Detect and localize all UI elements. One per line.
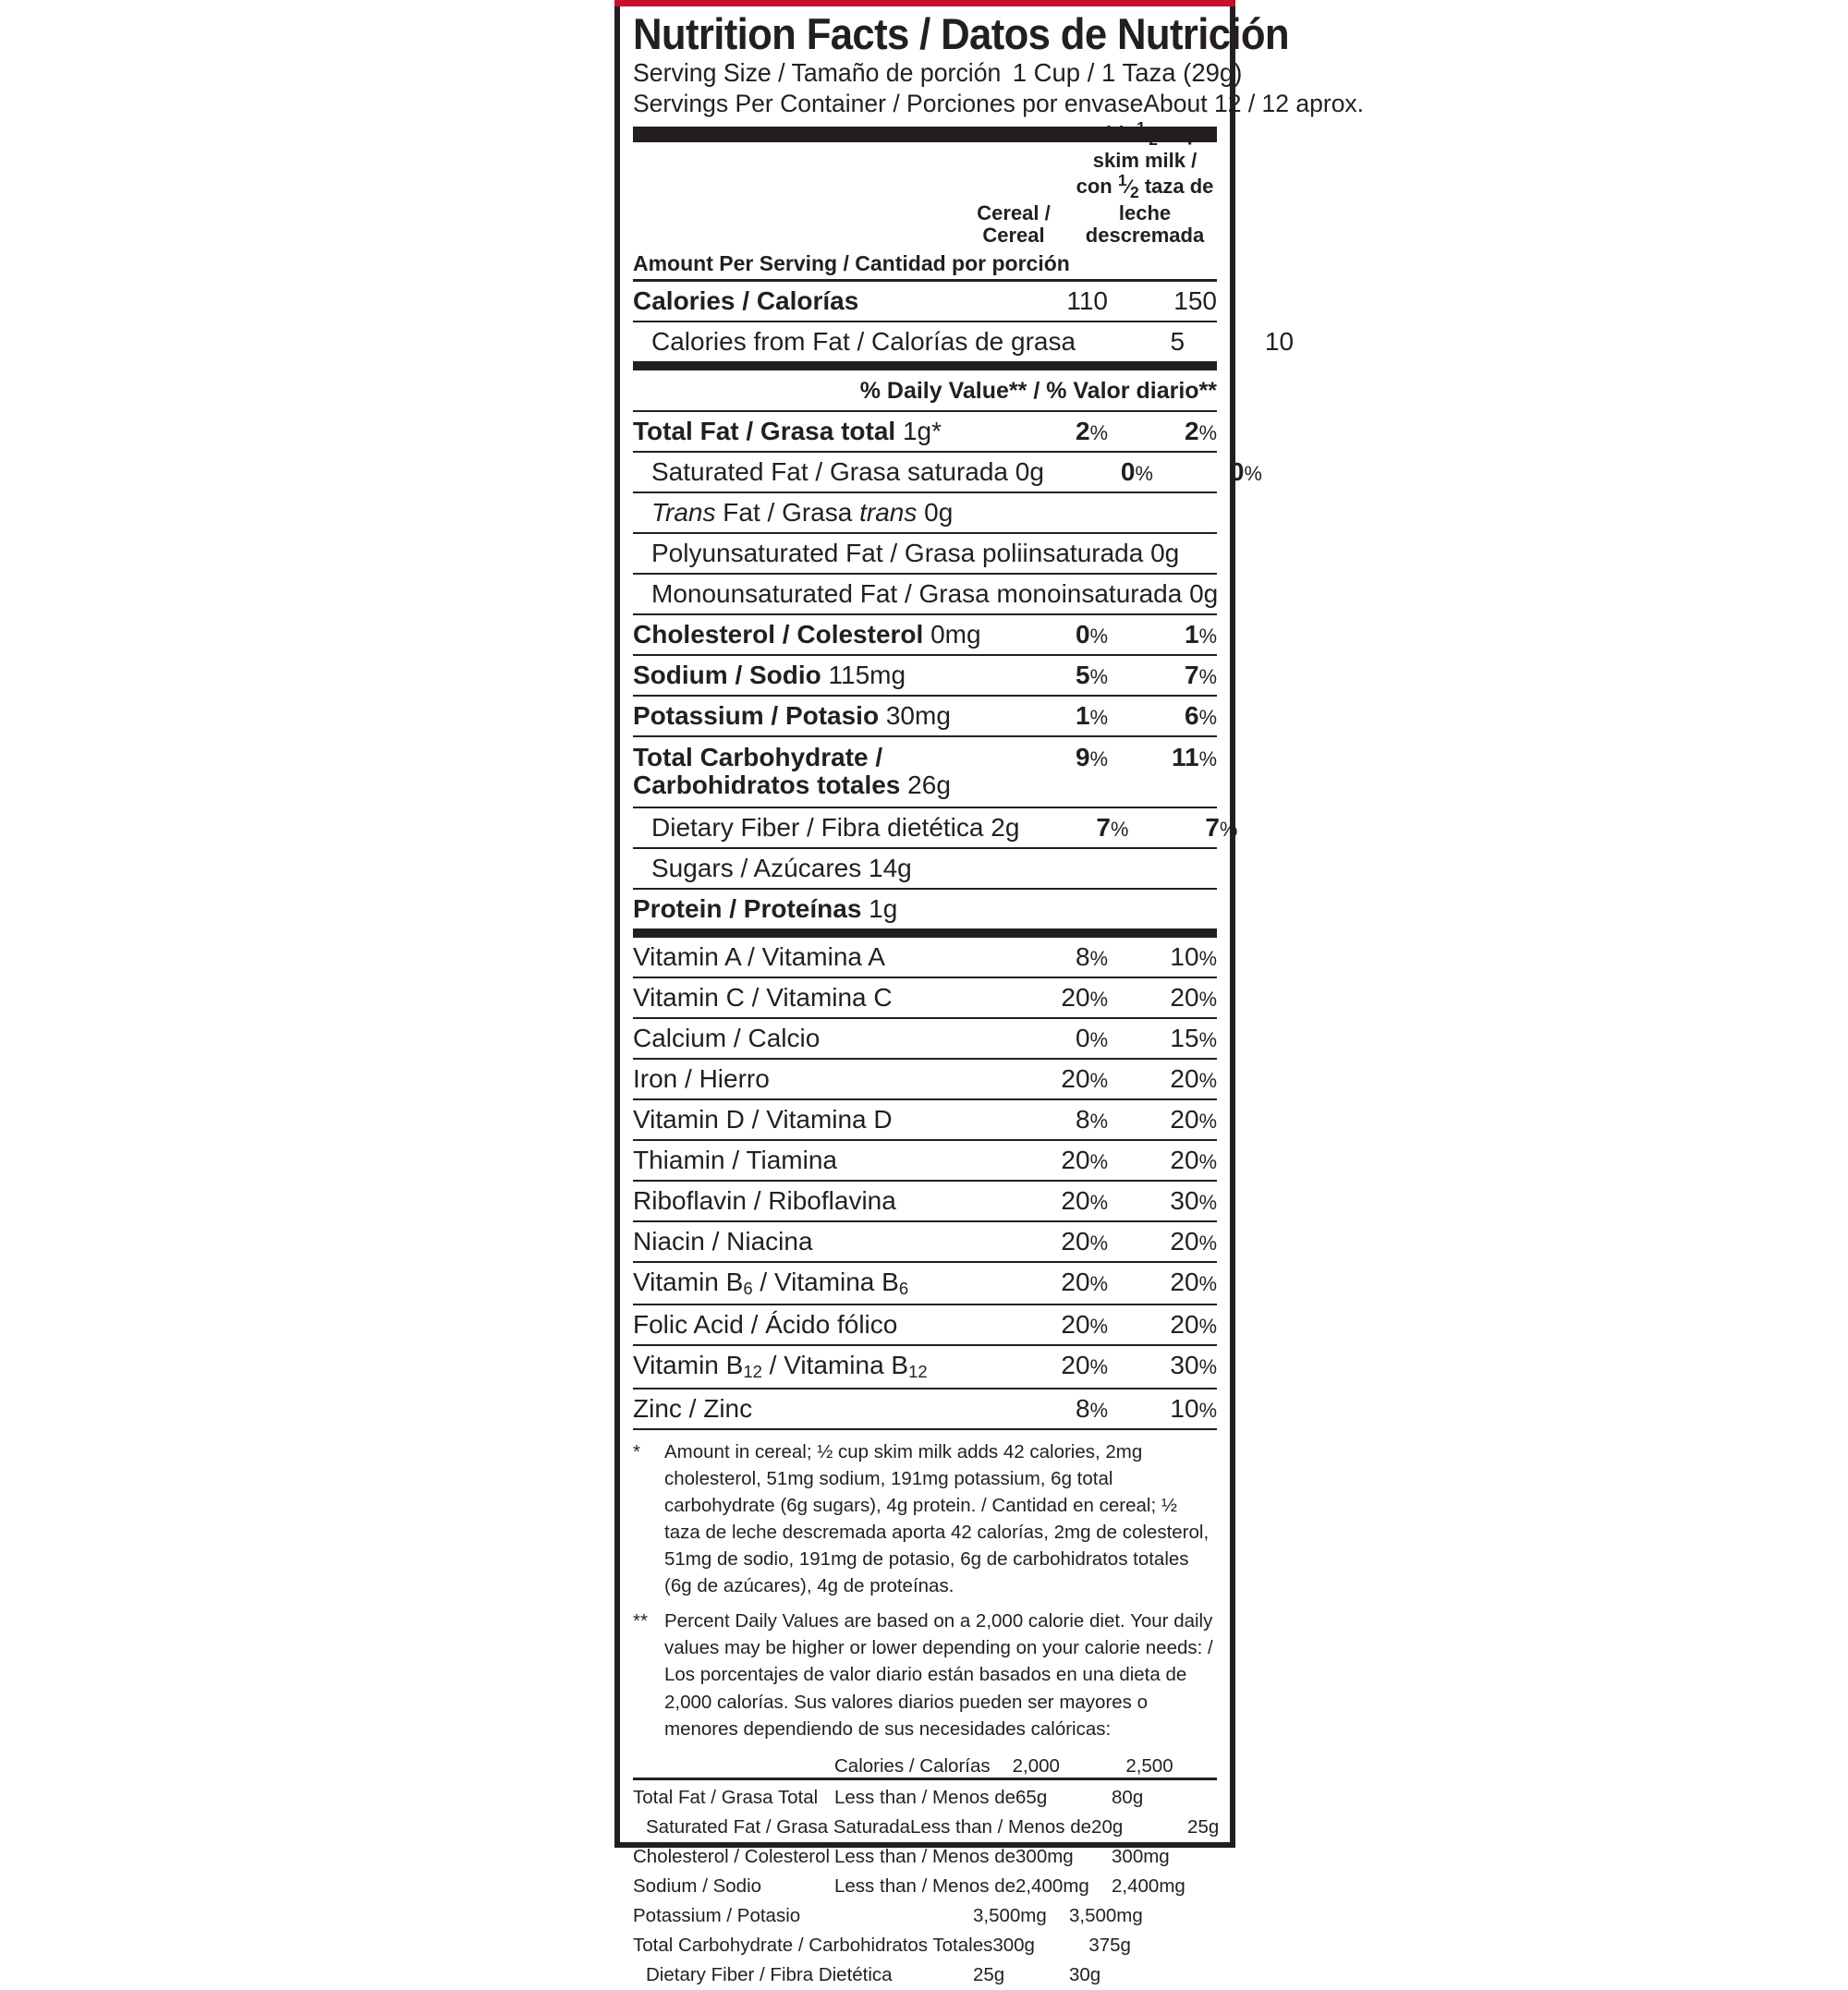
row-vitamin-milk: 20% — [1170, 1226, 1217, 1256]
dv-table-calories-label: Calories / Calorías — [834, 1754, 991, 1777]
dv-table-row — [633, 1813, 1220, 1842]
dv-table-col-2500: 2,500 — [1125, 1754, 1173, 1777]
footnote-star-text: Amount in cereal; ½ cup skim milk adds 42 calories, 2mg cholesterol, 51mg sodium, 191mg potassium, 6g total carbohydrate (6g sugars), 4g protein. / Cantidad en cereal; ½ taza de leche descremada aporta 42 calorías, 2mg de colesterol, 51mg de sodio, 191mg de potasio, 6g de carbohidratos totales (6g de azúcares), 4g de proteínas. — [664, 1440, 1210, 1597]
row-sugars — [633, 849, 1217, 888]
row-nutrient-label: Polyunsaturated Fat / Grasa poliinsaturada 0g — [651, 539, 1180, 568]
row-vitamin — [633, 1263, 1217, 1304]
row-calories-from-fat-label: Calories from Fat / Calorías de grasa — [651, 327, 1076, 357]
row-nutrient-label: Total Fat / Grasa total 1g* — [633, 417, 942, 446]
servings-per-container-value: About 12 / 12 aprox. — [1143, 90, 1365, 118]
row-vitamin-label: Zinc / Zinc — [633, 1393, 753, 1423]
column-header-milk — [1067, 119, 1222, 248]
row-nutrient-cereal: 1% — [1076, 701, 1108, 731]
row-nutrient-milk: 6% — [1185, 701, 1217, 731]
row-nutrient-cereal: 2% — [1076, 417, 1108, 446]
footnote-double-star-text: Percent Daily Values are based on a 2,000 calorie diet. Your daily values may be higher or lower depending on your calorie needs: / Los porcentajes de valor diario están basados en una dieta de 2,000 calorías. Sus valores diarios pueden ser mayores o menores dependiendo de sus necesidades calóricas: — [664, 1610, 1213, 1740]
row-calories-from-fat-milk: 10 — [1264, 327, 1295, 357]
row-vitamin-label: Vitamin A / Vitamina A — [633, 941, 885, 971]
row-vitamin-label: Vitamin $B_6$ / Vitamina $B_6$ — [633, 1267, 909, 1298]
row-nutrient — [633, 493, 1217, 532]
dv-table-row — [633, 1960, 1217, 1990]
row-nutrient-milk: 7% — [1185, 661, 1217, 690]
row-vitamin-milk: 20% — [1170, 1310, 1217, 1340]
row-vitamin — [633, 978, 1217, 1017]
row-calories-label: Calories / Calorías — [633, 286, 859, 316]
column-header-milk-line2: skim milk / — [1092, 148, 1198, 172]
row-vitamin-milk: 30% — [1170, 1185, 1217, 1215]
row-vitamin-cereal: 8% — [1076, 1104, 1108, 1134]
row-nutrient-label: Monounsaturated Fat / Grasa monoinsaturada 0g — [651, 579, 1219, 609]
footnote-double-star-mark: ** — [633, 1610, 648, 1632]
row-nutrient — [633, 412, 1217, 451]
dv-table-row — [633, 1842, 1217, 1872]
row-vitamin — [633, 1222, 1217, 1261]
row-nutrient-cereal: 0% — [1120, 457, 1153, 487]
dv-row-lessthan: Less than / Menos de — [910, 1815, 1092, 1838]
row-total-carbohydrate-line2: Carbohidratos totales — [633, 771, 901, 800]
dv-table-row — [633, 1872, 1217, 1901]
dv-table-row — [633, 1931, 1217, 1960]
dv-row-name: Saturated Fat / Grasa Saturada — [646, 1815, 911, 1838]
row-calories-from-fat-cereal: 5 — [1170, 327, 1185, 357]
row-vitamin-milk: 20% — [1170, 1145, 1217, 1174]
row-nutrient-milk: 1% — [1185, 620, 1217, 649]
row-total-carbohydrate-milk: 11% — [1171, 743, 1217, 772]
row-vitamin — [633, 1389, 1217, 1428]
row-vitamin-label: Calcium / Calcio — [633, 1023, 821, 1052]
row-nutrient-label: Saturated Fat / Grasa saturada 0g — [651, 457, 1044, 487]
row-vitamin-milk: 20% — [1170, 1104, 1217, 1134]
row-protein — [633, 890, 1217, 928]
row-nutrient-label: Cholesterol / Colesterol 0mg — [633, 620, 981, 649]
dv-row-lessthan: Less than / Menos de — [834, 1845, 1016, 1867]
nutrition-label-box — [614, 6, 1365, 1985]
dv-row-name: Total Fat / Grasa Total — [633, 1786, 819, 1808]
row-vitamin-label: Niacin / Niacina — [633, 1226, 813, 1256]
dv-table-row — [633, 1901, 1217, 1931]
dv-row-2500: 2,400mg — [1112, 1875, 1185, 1897]
row-vitamin-milk: 10% — [1170, 1393, 1217, 1423]
row-nutrient — [633, 615, 1217, 654]
row-nutrient — [633, 534, 1217, 573]
serving-size-row — [633, 56, 1243, 89]
dv-row-2000: 20g — [1091, 1815, 1124, 1838]
row-nutrient-label: Trans Fat / Grasa trans 0g — [651, 498, 954, 528]
row-vitamin-cereal: 20% — [1061, 1351, 1108, 1380]
row-vitamin-label: Vitamin $B_{12}$ / Vitamina $B_{12}$ — [633, 1351, 928, 1382]
row-vitamin — [633, 1305, 1217, 1344]
footnote-star — [633, 1430, 1217, 1600]
row-vitamin — [633, 1060, 1217, 1098]
column-header-milk-line1: with $^1⁄_2$ cup — [1089, 117, 1200, 150]
dv-table-header — [633, 1742, 1217, 1778]
dv-row-2500: 25g — [1187, 1815, 1220, 1838]
footnote-double-star — [633, 1599, 1217, 1742]
footnote-star-mark: * — [633, 1440, 640, 1462]
row-total-carbohydrate-amount: 26g — [900, 771, 951, 800]
dv-row-lessthan — [834, 1901, 973, 1931]
dv-row-2500: 30g — [1069, 1963, 1101, 1985]
row-vitamin-milk: 20% — [1170, 1063, 1217, 1093]
row-nutrient-cereal: 0% — [1076, 620, 1108, 649]
row-vitamin-label: Thiamin / Tiamina — [633, 1145, 837, 1174]
row-vitamin-cereal: 20% — [1061, 1185, 1108, 1215]
dv-row-name: Total Carbohydrate / Carbohidratos Totales — [633, 1934, 993, 1956]
dv-row-name: Sodium / Sodio — [633, 1875, 762, 1897]
dv-row-lessthan: Less than / Menos de — [834, 1875, 1016, 1897]
dv-row-2500: 80g — [1112, 1786, 1144, 1808]
dv-table-col-2000: 2,000 — [1012, 1754, 1060, 1777]
row-vitamin — [633, 938, 1217, 977]
row-total-carbohydrate-cereal: 9% — [1076, 743, 1108, 772]
row-calories-milk: 150 — [1173, 286, 1217, 316]
row-nutrient — [633, 453, 1262, 491]
row-vitamin — [633, 1182, 1217, 1220]
row-sugars-label: Sugars / Azúcares 14g — [651, 853, 912, 882]
row-vitamin-cereal: 0% — [1076, 1023, 1108, 1052]
row-vitamin-cereal: 8% — [1076, 1393, 1108, 1423]
row-vitamin-milk: 10% — [1170, 941, 1217, 971]
row-nutrient-label: Potassium / Potasio 30mg — [633, 701, 951, 731]
serving-size-value: 1 Cup / 1 Taza (29g) — [1012, 57, 1243, 87]
row-vitamin-cereal: 20% — [1061, 1267, 1108, 1296]
dv-row-2000: 3,500mg — [973, 1904, 1047, 1926]
dv-row-2000: 65g — [1015, 1786, 1048, 1808]
row-vitamin-label: Riboflavin / Riboflavina — [633, 1185, 896, 1215]
row-vitamin-label: Vitamin D / Vitamina D — [633, 1104, 893, 1134]
column-header-cereal-line1: Cereal / — [977, 200, 1051, 224]
column-header-milk-line4: leche descremada — [1085, 200, 1205, 248]
row-vitamin-cereal: 20% — [1061, 982, 1108, 1012]
row-total-carbohydrate — [633, 737, 1217, 806]
column-headers — [620, 117, 1230, 251]
row-nutrient-cereal: 5% — [1076, 661, 1108, 690]
row-dietary-fiber-cereal: 7% — [1096, 812, 1129, 842]
row-calories-cereal: 110 — [1066, 286, 1108, 316]
row-protein-label: Protein / Proteínas — [633, 893, 862, 923]
divider-daily-value — [633, 361, 1217, 370]
row-total-carbohydrate-line1: Total Carbohydrate / — [633, 743, 883, 772]
row-nutrient — [633, 697, 1217, 735]
dv-row-2000: 25g — [973, 1963, 1005, 1985]
row-vitamin — [633, 1019, 1217, 1058]
row-vitamin — [633, 1100, 1217, 1139]
dv-row-2000: 300g — [992, 1934, 1035, 1956]
servings-per-container-row — [633, 89, 1365, 120]
row-nutrient-milk: 2% — [1185, 417, 1217, 446]
row-vitamin-cereal: 20% — [1061, 1063, 1108, 1093]
dv-row-name: Dietary Fiber / Fibra Dietética — [646, 1963, 893, 1985]
row-nutrient — [633, 656, 1217, 695]
row-vitamin-cereal: 8% — [1076, 941, 1108, 971]
row-dietary-fiber-milk: 7% — [1205, 812, 1238, 842]
row-nutrient-milk: 0% — [1229, 457, 1262, 487]
column-header-cereal-line2: Cereal — [982, 224, 1045, 248]
dv-row-2500: 375g — [1088, 1934, 1131, 1956]
dv-row-2000: 2,400mg — [1015, 1875, 1089, 1897]
servings-per-container-label: Servings Per Container / Porciones por envase — [633, 90, 1144, 118]
row-vitamin-cereal: 20% — [1061, 1226, 1108, 1256]
row-vitamin-milk: 20% — [1170, 1267, 1217, 1296]
row-vitamin-milk: 20% — [1170, 982, 1217, 1012]
dv-row-lessthan: Less than / Menos de — [834, 1786, 1016, 1808]
row-vitamin-milk: 15% — [1170, 1023, 1217, 1052]
dv-row-2500: 3,500mg — [1069, 1904, 1143, 1926]
divider-vitamins — [633, 928, 1217, 938]
row-vitamin-milk: 30% — [1170, 1351, 1217, 1380]
row-dietary-fiber — [633, 808, 1238, 847]
red-accent-bar — [614, 0, 1235, 6]
row-vitamin — [633, 1346, 1217, 1388]
row-vitamin-label: Iron / Hierro — [633, 1063, 770, 1093]
row-nutrient — [633, 575, 1217, 613]
row-vitamin — [633, 1141, 1217, 1180]
amount-per-serving-label: Amount Per Serving / Cantidad por porción — [633, 251, 1070, 276]
row-calories-from-fat — [633, 322, 1295, 361]
dv-table-row — [633, 1783, 1217, 1813]
dv-row-name: Potassium / Potasio — [633, 1904, 801, 1926]
row-vitamin-cereal: 20% — [1061, 1145, 1108, 1174]
dv-row-name: Cholesterol / Colesterol — [633, 1845, 831, 1867]
page-title: Nutrition Facts / Datos de Nutrición — [633, 9, 1289, 58]
row-protein-amount: 1g — [861, 893, 898, 923]
row-vitamin-label: Vitamin C / Vitamina C — [633, 982, 893, 1012]
daily-value-header: % Daily Value** / % Valor diario** — [859, 378, 1217, 405]
column-header-cereal — [954, 202, 1073, 248]
row-vitamin-cereal: 20% — [1061, 1310, 1108, 1340]
row-dietary-fiber-label: Dietary Fiber / Fibra dietética 2g — [651, 812, 1020, 842]
row-calories — [633, 282, 1217, 321]
column-header-milk-line3: con $^1⁄_2$ taza de — [1076, 171, 1214, 202]
row-vitamin-label: Folic Acid / Ácido fólico — [633, 1310, 898, 1340]
serving-size-label: Serving Size / Tamaño de porción — [633, 57, 1002, 87]
nutrient-rows — [620, 412, 1262, 737]
dv-row-2000: 300mg — [1015, 1845, 1074, 1867]
vitamin-rows — [620, 938, 1230, 1430]
dv-reference-table — [620, 1780, 1230, 1990]
nutrition-facts-panel — [614, 0, 1365, 1985]
row-nutrient-label: Sodium / Sodio 115mg — [633, 661, 906, 690]
dv-row-2500: 300mg — [1112, 1845, 1170, 1867]
